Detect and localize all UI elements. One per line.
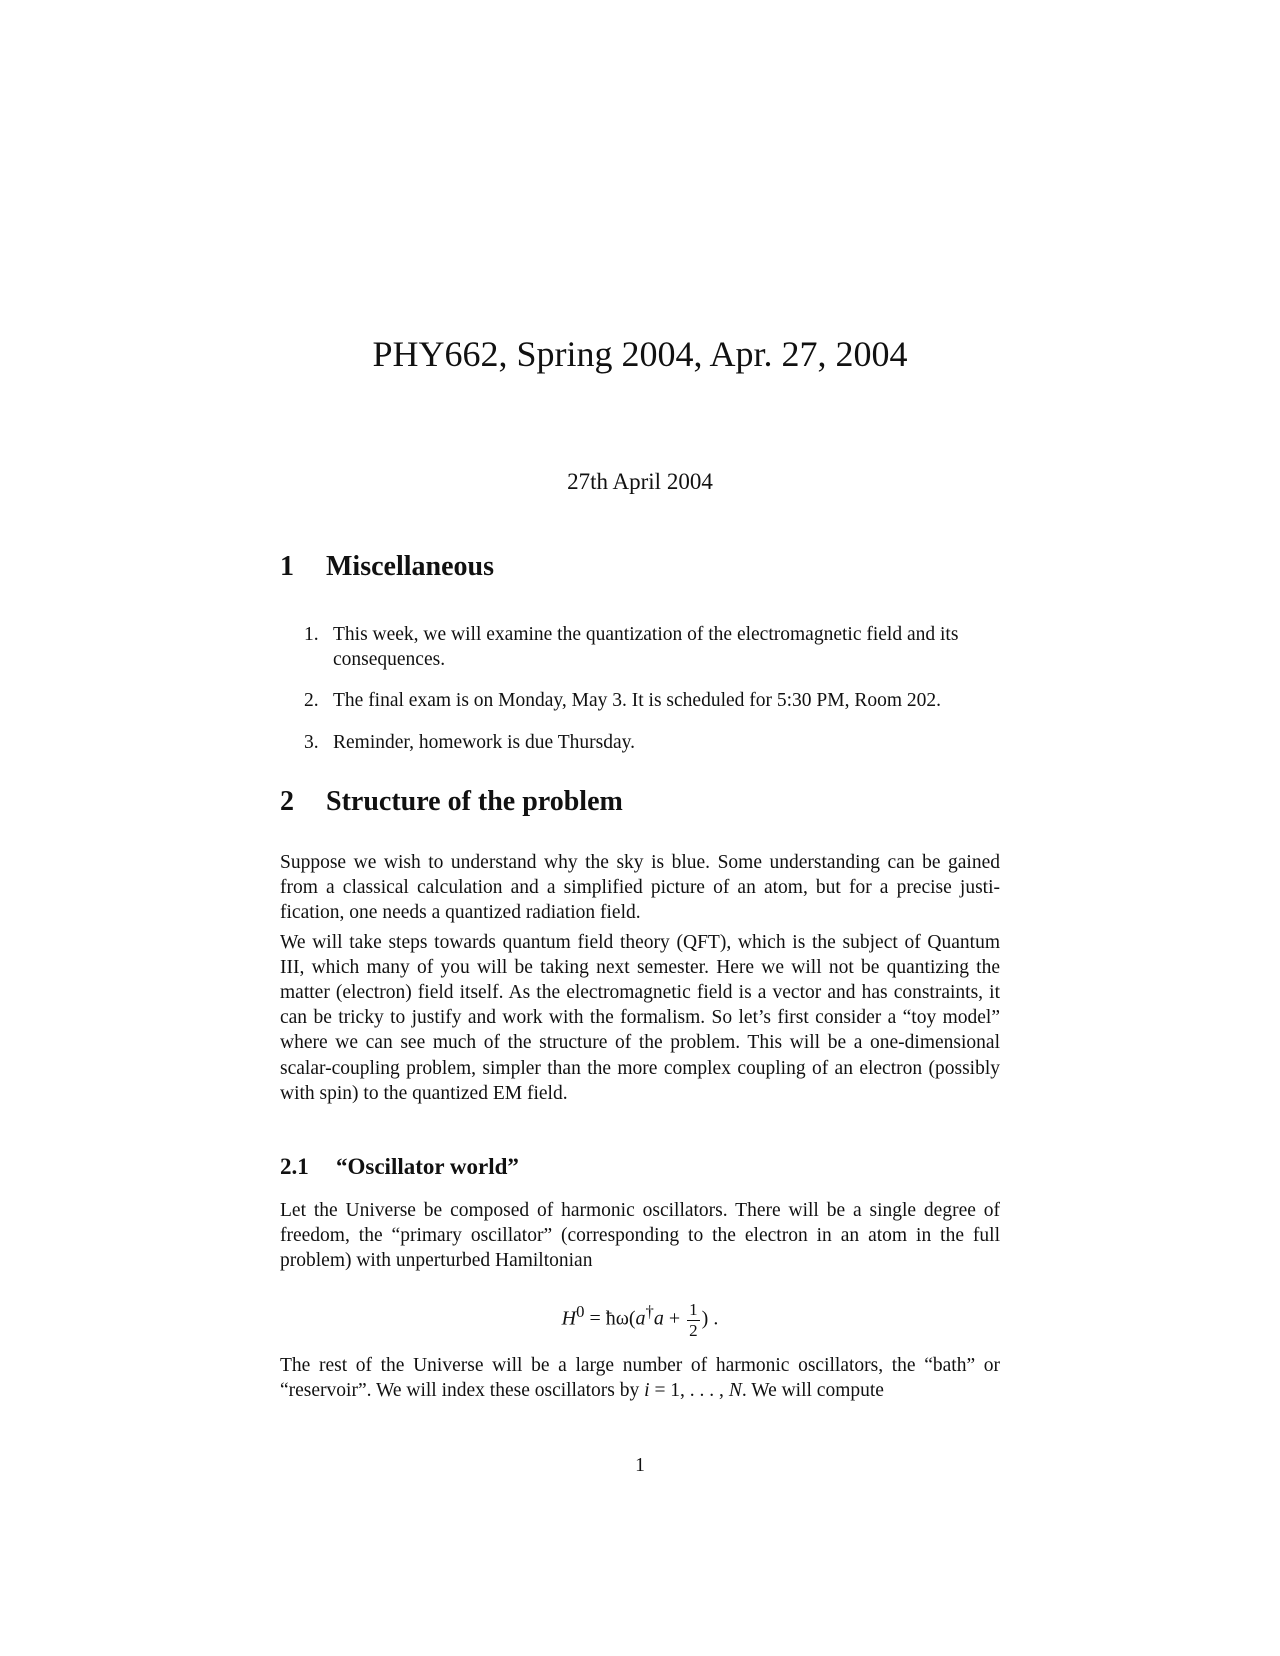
list-item: [280, 622, 1000, 672]
eq-a2: a: [653, 1307, 664, 1330]
eq-equals: = ħω(: [584, 1307, 636, 1330]
eq-close: ) .: [701, 1307, 719, 1330]
paragraph: Let the Universe be composed of harmonic oscillators. There will be a single degree of freedom, the “primary oscillator” (corresponding to the electron in an atom in the full problem) with unperturbed Hamiltonian: [280, 1200, 1000, 1272]
eq-fraction: [687, 1300, 700, 1341]
eq-a1: a: [635, 1307, 646, 1330]
subsection-2-1-body: [280, 1198, 1000, 1274]
paragraph-text: The rest of the Universe will be a large number of harmonic oscillators, the “bath” or “reservoir”. We will index these oscillators by: [280, 1355, 1000, 1402]
subsection-2-1-body-cont: [280, 1353, 1000, 1403]
list-item: [280, 688, 1000, 713]
list-marker: 3.: [304, 731, 319, 753]
page-number: 1: [635, 1455, 645, 1476]
paragraph: Suppose we wish to understand why the sky is blue. Some understanding can be gained from a classical calculation and a simplified picture of an atom, but for a precise justification, one needs a quantized radiation field.: [280, 852, 1000, 924]
eq-dagger: †: [645, 1302, 654, 1321]
section-heading-structure: [280, 784, 623, 820]
section-number: 2: [280, 786, 294, 817]
math-var-i: i: [644, 1380, 650, 1402]
section-title: Miscellaneous: [326, 551, 494, 582]
math-var-n: N: [728, 1380, 742, 1402]
section-title: Structure of the problem: [326, 786, 623, 817]
section-heading-miscellaneous: [280, 549, 494, 585]
subsection-number: 2.1: [280, 1154, 309, 1179]
paragraph: We will take steps towards quantum field theory (QFT), which is the subject of Quantum III, which many of you will be taking next semester. Here we will not be quantizing the matter (electron) field itself. As the electromagnetic field is a vector and has constraints, it can be tricky to justify and work with the formalism. So let’s first consider a “toy model” where we can see much of the structure of the problem. This will be a one-dimensional scalar-coupling problem, simpler than the more complex coupling of an electron (possibly with spin) to the quantized EM field.: [280, 931, 1000, 1104]
list-item-text: Reminder, homework is due Thursday.: [333, 731, 635, 753]
subsection-heading-oscillator-world: [280, 1152, 519, 1182]
list-marker: 2.: [304, 690, 319, 712]
eq-lhs-sup: 0: [576, 1302, 585, 1321]
section-2-body: [280, 850, 1000, 1106]
eq-plus: +: [663, 1307, 686, 1330]
section-number: 1: [280, 551, 294, 582]
eq-lhs: H: [561, 1307, 577, 1330]
list-marker: 1.: [304, 624, 319, 645]
list-item: [280, 730, 1000, 755]
eq-frac-num: 1: [689, 1299, 698, 1319]
hamiltonian-equation: [0, 1298, 1280, 1341]
document-date: 27th April 2004: [567, 469, 713, 494]
document-title: PHY662, Spring 2004, Apr. 27, 2004: [372, 334, 908, 374]
list-item-text: The final exam is on Monday, May 3. It is scheduled for 5:30 PM, Room 202.: [333, 690, 942, 712]
paragraph: [280, 1353, 1000, 1403]
list-item-text: This week, we will examine the quantization of the electromagnetic field and its consequences.: [333, 624, 959, 671]
subsection-title: “Oscillator world”: [336, 1154, 519, 1179]
misc-list: [280, 622, 1000, 771]
paragraph-text: = 1, . . . ,: [649, 1380, 729, 1402]
eq-frac-den: 2: [689, 1320, 698, 1340]
paragraph-text: . We will compute: [741, 1380, 884, 1402]
